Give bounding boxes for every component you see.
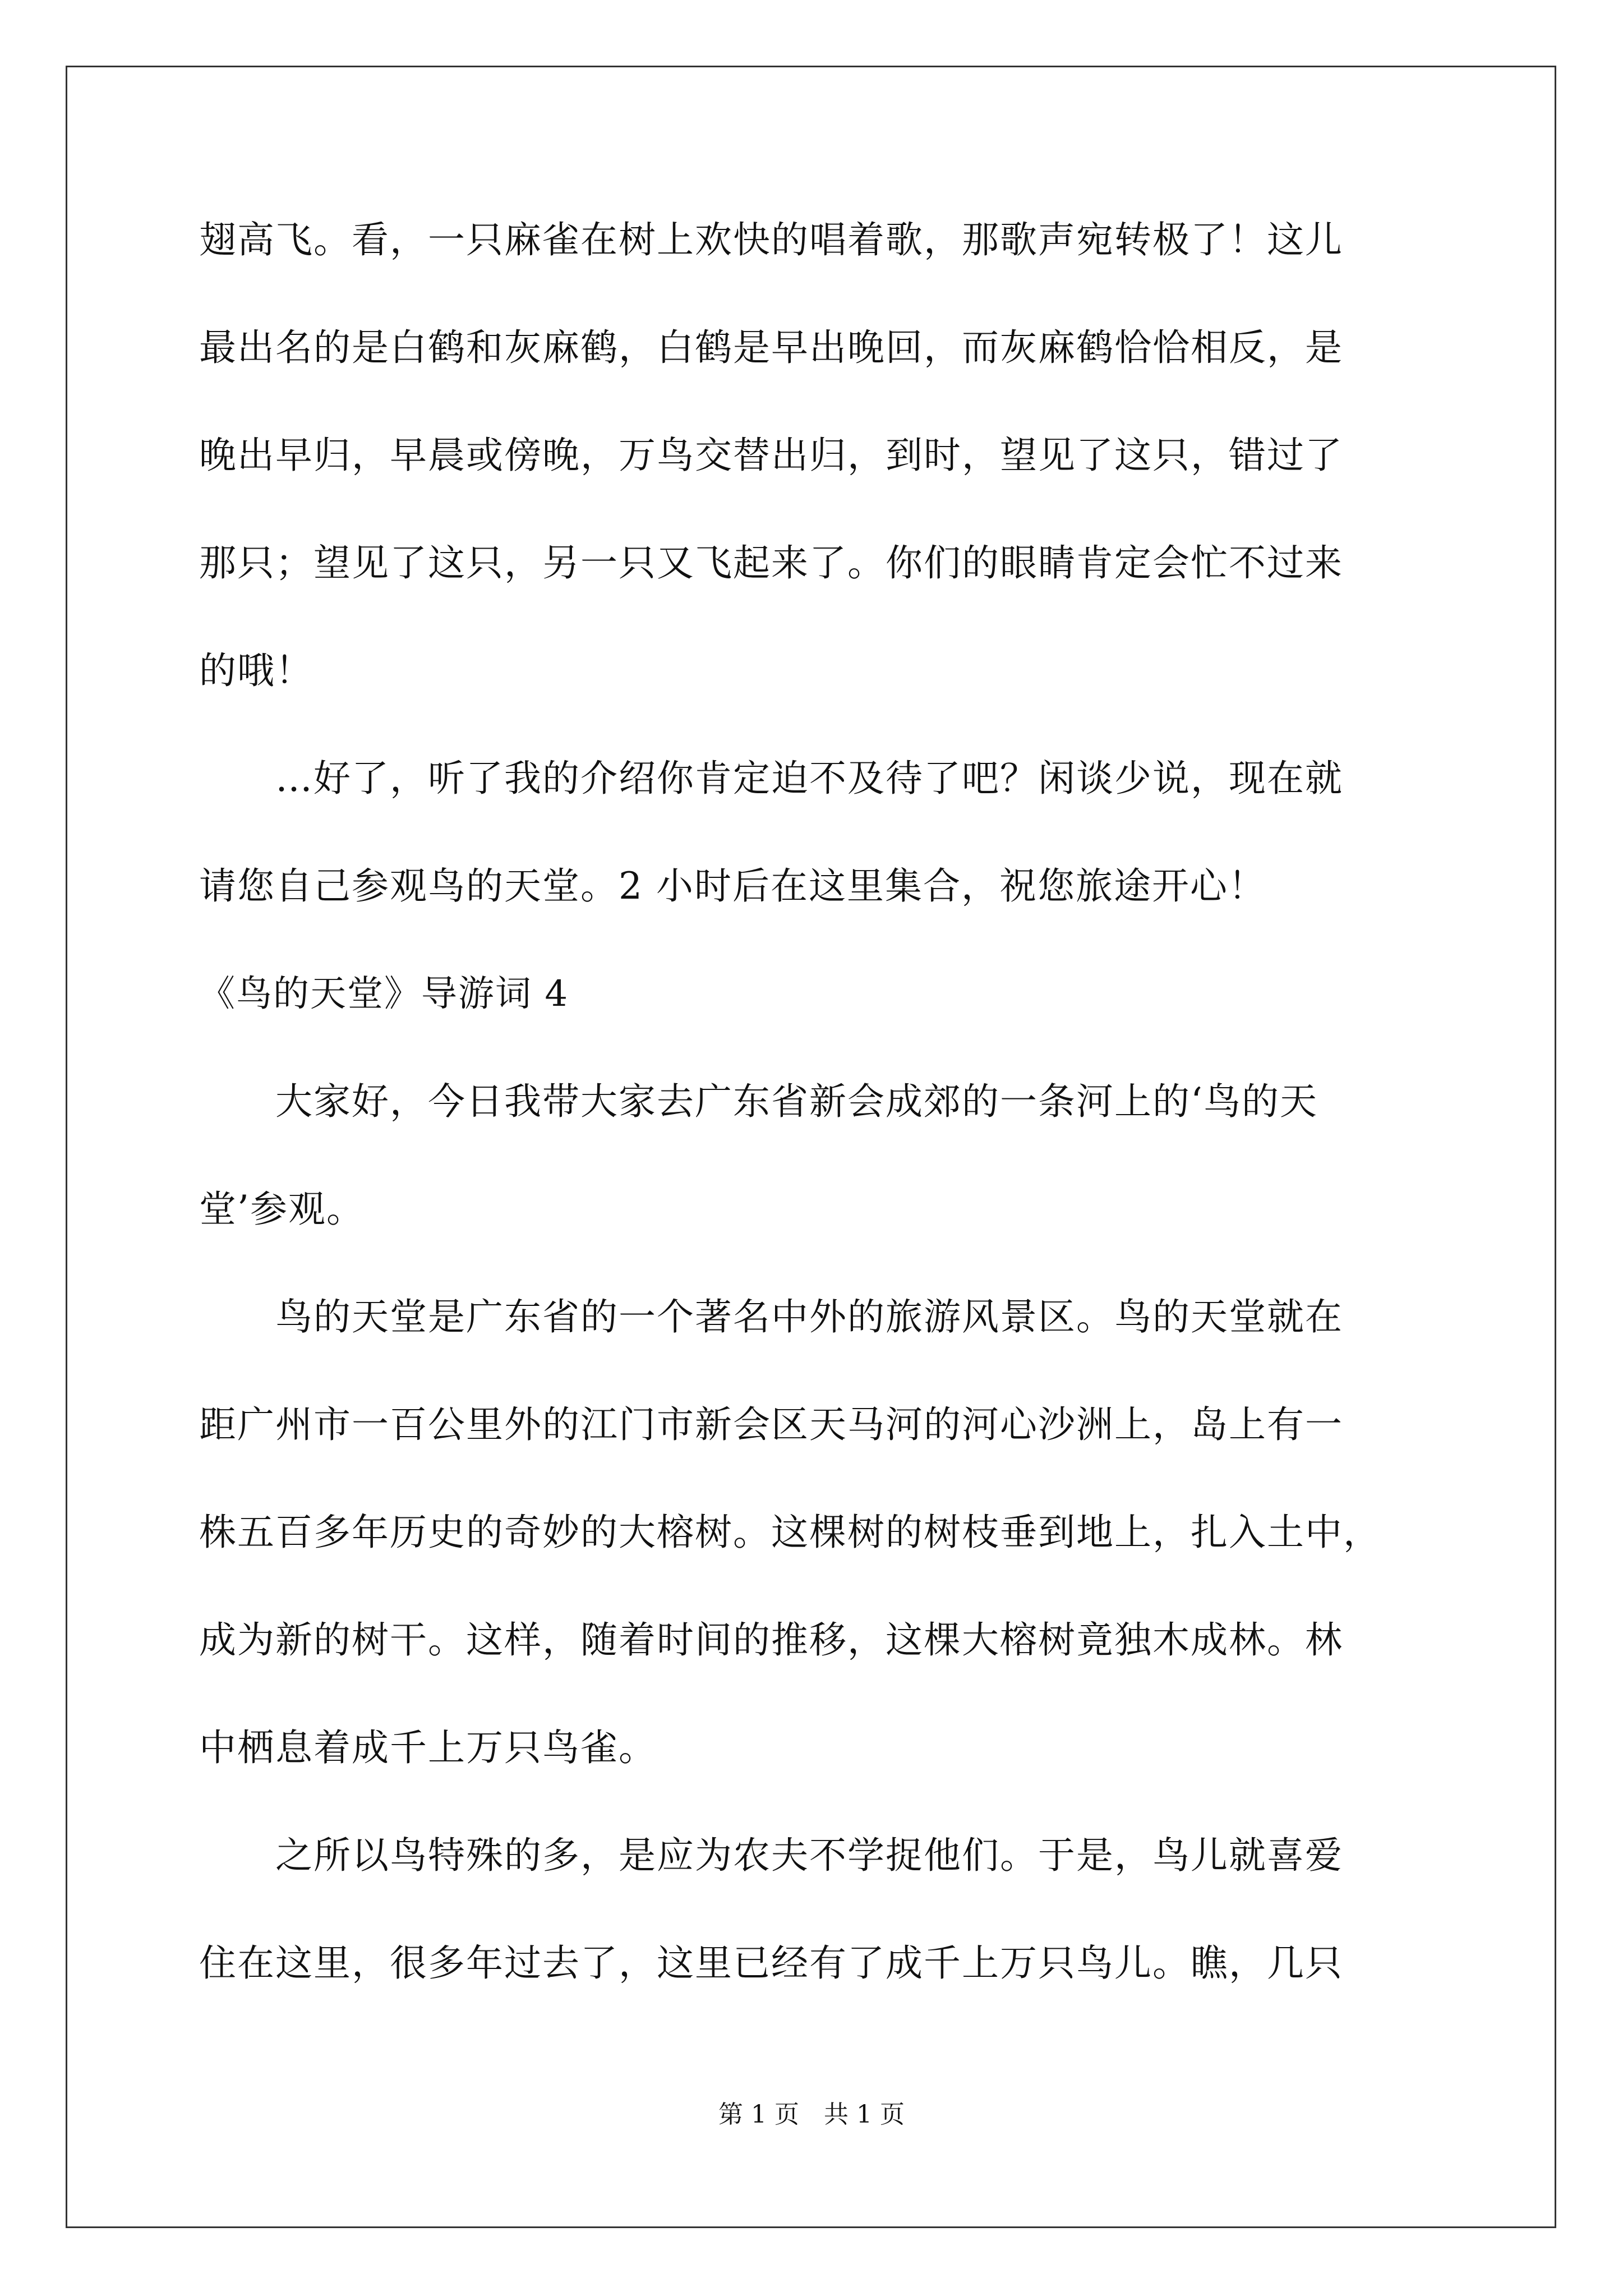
page-number: 第 1 页 共 1 页 xyxy=(718,2100,905,2129)
page-border xyxy=(66,66,1556,2228)
text-line: …好了，听了我的介绍你肯定迫不及待了吧？闲谈少说，现在就 xyxy=(199,757,1343,800)
text-line: 那只；望见了这只，另一只又飞起来了。你们的眼睛肯定会忙不过来 xyxy=(199,541,1343,585)
text-line: 成为新的树干。这样，随着时间的推移，这棵大榕树竟独木成林。林 xyxy=(199,1618,1343,1662)
text-line: 株五百多年历史的奇妙的大榕树。这棵树的树枝垂到地上，扎入土中， xyxy=(199,1511,1381,1554)
text-line: 晚出早归，早晨或傍晚，万鸟交替出归，到时，望见了这只，错过了 xyxy=(199,434,1343,477)
text-line: 的哦！ xyxy=(199,649,313,692)
text-line: 中栖息着成千上万只鸟雀。 xyxy=(199,1726,657,1769)
text-line: 大家好，今日我带大家去广东省新会成郊的一条河上的‘鸟的天 xyxy=(199,1080,1318,1123)
section-heading: 《鸟的天堂》导游词 4 xyxy=(199,973,569,1015)
text-line: 住在这里，很多年过去了，这里已经有了成千上万只鸟儿。瞧，几只 xyxy=(199,1941,1343,1985)
text-line: 之所以鸟特殊的多，是应为农夫不学捉他们。于是，鸟儿就喜爱 xyxy=(199,1834,1343,1877)
text-line: 最出名的是白鹤和灰麻鹤，白鹤是早出晚回，而灰麻鹤恰恰相反，是 xyxy=(199,326,1343,369)
text-line: 翅高飞。看，一只麻雀在树上欢快的唱着歌，那歌声宛转极了！这儿 xyxy=(199,218,1343,261)
text-line: 距广州市一百公里外的江门市新会区天马河的河心沙洲上，岛上有一 xyxy=(199,1403,1343,1446)
text-line: 堂’参观。 xyxy=(199,1188,365,1231)
text-line: 鸟的天堂是广东省的一个著名中外的旅游风景区。鸟的天堂就在 xyxy=(199,1295,1343,1338)
text-line: 请您自己参观鸟的天堂。2 小时后在这里集合，祝您旅途开心！ xyxy=(199,864,1266,908)
